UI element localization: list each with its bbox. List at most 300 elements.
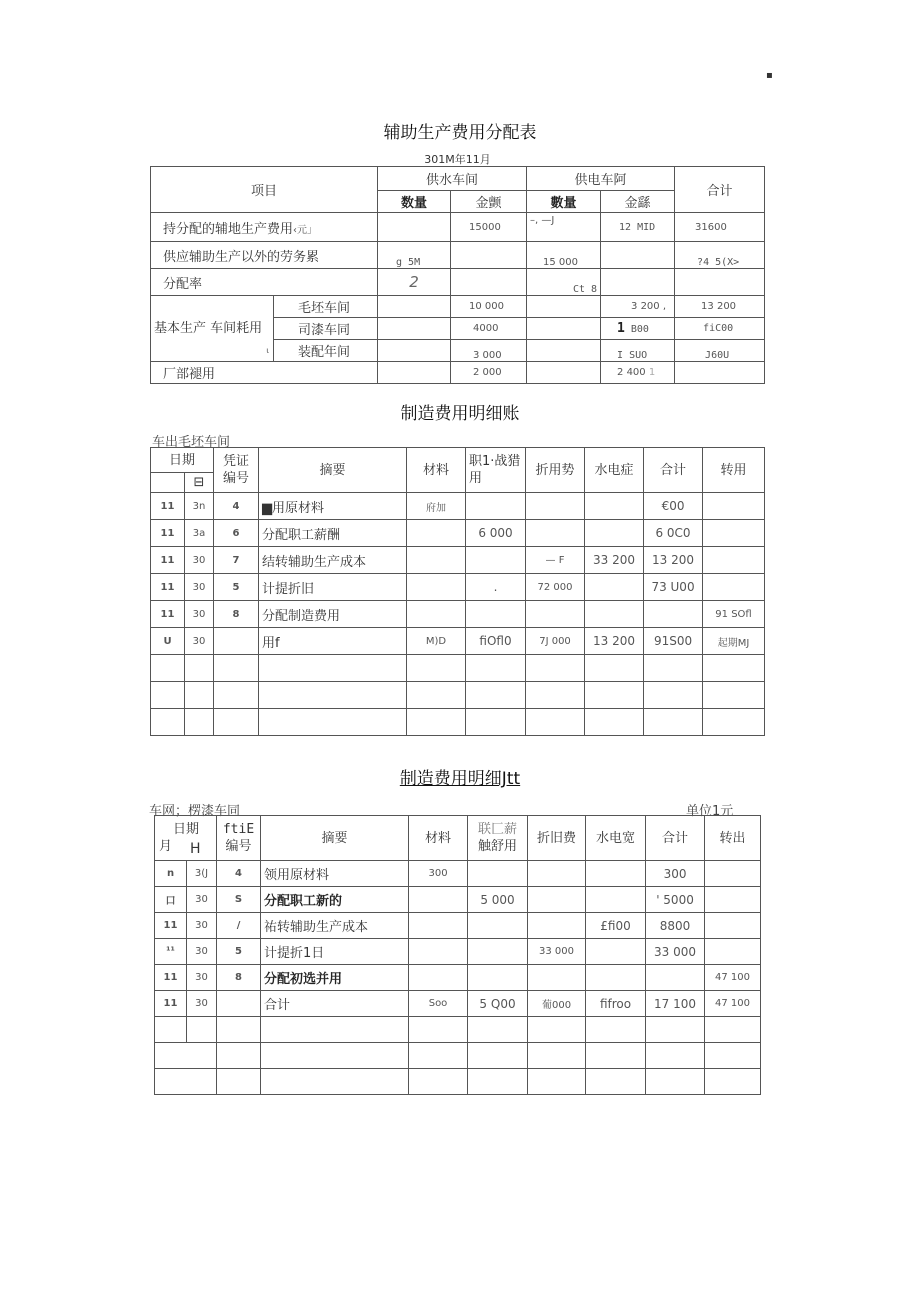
table-row xyxy=(151,547,765,574)
cell-depreciation xyxy=(528,965,586,991)
header-summary: 摘要 xyxy=(259,448,407,493)
cell-month: 口 xyxy=(155,887,187,913)
cell-utility xyxy=(585,493,644,520)
cell-summary: 结转辅助生产成本 xyxy=(259,547,407,574)
cell-summary: 用f xyxy=(259,628,407,655)
cell-month: U xyxy=(151,628,185,655)
cell-total: 33 000 xyxy=(646,939,705,965)
cell-month: 11 xyxy=(155,965,187,991)
cell-summary: 分配职工薪酬 xyxy=(259,520,407,547)
header-material: 材料 xyxy=(407,448,466,493)
cell-voucher: 5 xyxy=(214,574,259,601)
cell-utility: 13 200 xyxy=(585,628,644,655)
cell-day: 3n xyxy=(185,493,214,520)
header-month: 月 xyxy=(159,839,173,854)
corner-mark: ▪ xyxy=(766,70,773,81)
cell-summary: 计提折1日 xyxy=(261,939,409,965)
cell-total xyxy=(675,362,765,384)
table-row xyxy=(155,887,761,913)
cell-material xyxy=(407,547,466,574)
cell-salary: fiOfl0 xyxy=(466,628,526,655)
row-label: 司漆车同 xyxy=(274,318,378,340)
cell-voucher: 8 xyxy=(217,965,261,991)
table-row xyxy=(155,991,761,1017)
cell-material: M)D xyxy=(407,628,466,655)
cell-month: 11 xyxy=(151,547,185,574)
header-date xyxy=(155,816,217,861)
cell-total: fiC00 xyxy=(675,318,765,340)
amount-part: 1 xyxy=(648,367,656,378)
empty-cell xyxy=(586,1017,646,1043)
cell-material xyxy=(409,939,468,965)
header-depreciation: 折用势 xyxy=(526,448,585,493)
cell-utility xyxy=(586,939,646,965)
empty-cell xyxy=(217,1069,261,1095)
header-salary-top: 联匚薪 xyxy=(478,822,518,837)
cell-power-qty xyxy=(527,296,601,318)
empty-cell xyxy=(468,1017,528,1043)
cell-salary xyxy=(468,939,528,965)
cell-material xyxy=(407,574,466,601)
cell-total: 17 100 xyxy=(646,991,705,1017)
cell-day: 30 xyxy=(187,991,217,1017)
cell-transfer xyxy=(703,547,765,574)
table-row xyxy=(155,939,761,965)
empty-cell xyxy=(526,682,585,709)
empty-cell xyxy=(151,682,185,709)
cell-power-qty: Ct 8 xyxy=(527,269,601,296)
cell-transfer: 47 100 xyxy=(705,965,761,991)
cell-water-qty: g 5M xyxy=(378,242,451,269)
cell-depreciation: 葡000 xyxy=(528,991,586,1017)
row-label: 供应辅助生产以外的劳务累 xyxy=(151,242,378,269)
empty-cell xyxy=(585,682,644,709)
cell-transfer xyxy=(703,493,765,520)
empty-cell xyxy=(466,682,526,709)
empty-cell xyxy=(259,682,407,709)
cell-total xyxy=(646,965,705,991)
ledger-1-body xyxy=(151,493,765,736)
ledger-1-table xyxy=(150,447,765,736)
cell-month: 11 xyxy=(151,520,185,547)
row-label: 装配年间 xyxy=(274,340,378,362)
cell-month: 11 xyxy=(155,991,187,1017)
table-row xyxy=(151,628,765,655)
cell-total xyxy=(644,601,703,628)
header-total: 合计 xyxy=(675,167,765,213)
cell-power-qty xyxy=(527,318,601,340)
cell-depreciation xyxy=(526,493,585,520)
cell-summary: 分配职工新的 xyxy=(261,887,409,913)
cell-power-qty xyxy=(527,362,601,384)
header-voucher xyxy=(217,816,261,861)
empty-cell xyxy=(185,709,214,736)
cell-water-amount: 15000 xyxy=(451,213,527,242)
empty-cell xyxy=(217,1043,261,1069)
row-label: 毛坯车间 xyxy=(274,296,378,318)
cell-salary xyxy=(466,493,526,520)
cell-voucher xyxy=(214,628,259,655)
cell-total: €00 xyxy=(644,493,703,520)
empty-cell xyxy=(214,709,259,736)
header-date: 日期 xyxy=(151,448,214,473)
header-summary: 摘要 xyxy=(261,816,409,861)
header-total: 合计 xyxy=(644,448,703,493)
table-row xyxy=(151,601,765,628)
empty-cell xyxy=(214,682,259,709)
row-label: 厂部褪用 xyxy=(151,362,378,384)
header-power-workshop: 供电车阿 xyxy=(527,167,675,191)
allocation-table-title: 辅助生产费用分配表 xyxy=(383,123,537,143)
cell-total: 8800 xyxy=(646,913,705,939)
cell-depreciation: — F xyxy=(526,547,585,574)
ledger-2-unit: 单位1元 xyxy=(686,804,734,819)
cell-day: 30 xyxy=(185,547,214,574)
table-row xyxy=(151,269,765,296)
cell-power-amount xyxy=(601,318,675,340)
table-row xyxy=(155,861,761,887)
cell-transfer xyxy=(705,939,761,965)
empty-cell xyxy=(155,1043,217,1069)
amount-part: 2 400 xyxy=(617,367,646,378)
ledger-2-subtitle: 车网；楞漆车同 xyxy=(149,804,241,819)
cell-transfer: 91 SOfl xyxy=(703,601,765,628)
amount-part: 1 xyxy=(617,321,625,336)
cell-utility: fifroo xyxy=(586,991,646,1017)
header-material: 材料 xyxy=(409,816,468,861)
cell-depreciation xyxy=(528,861,586,887)
cell-summary: ▆用原材料 xyxy=(259,493,407,520)
cell-total: ?4 5(X> xyxy=(675,242,765,269)
cell-material xyxy=(407,520,466,547)
cell-depreciation: 7J 000 xyxy=(526,628,585,655)
cell-day: 30 xyxy=(187,913,217,939)
cell-material xyxy=(409,913,468,939)
header-water-amount: 金颤 xyxy=(451,191,527,213)
cell-total: 13 200 xyxy=(675,296,765,318)
cell-material: Soo xyxy=(409,991,468,1017)
empty-cell xyxy=(646,1017,705,1043)
header-salary xyxy=(468,816,528,861)
table-row xyxy=(151,213,765,242)
cell-summary: 祐转辅助生产成本 xyxy=(261,913,409,939)
cell-transfer xyxy=(703,520,765,547)
cell-total: 91S00 xyxy=(644,628,703,655)
row-label-text: 持分配的辅地生产费用 xyxy=(163,221,294,237)
empty-cell xyxy=(466,709,526,736)
header-date-label: 日期 xyxy=(173,822,200,837)
empty-cell xyxy=(217,1017,261,1043)
ledger-1-subtitle: 车出毛坯车间 xyxy=(152,435,231,450)
group-label xyxy=(151,296,274,362)
header-water-workshop: 供水车间 xyxy=(378,167,527,191)
header-salary: 职1·战猎用 xyxy=(466,448,526,493)
cell-voucher: S xyxy=(217,887,261,913)
cell-day: 30 xyxy=(187,939,217,965)
header-salary-bottom: 触舒用 xyxy=(478,839,518,854)
ledger-2-table xyxy=(154,815,761,1095)
empty-cell xyxy=(155,1017,187,1043)
empty-cell xyxy=(528,1069,586,1095)
header-voucher: 凭证编号 xyxy=(214,448,259,493)
ledger-2-body xyxy=(155,861,761,1095)
cell-transfer: 起期MJ xyxy=(703,628,765,655)
empty-row xyxy=(155,1069,761,1095)
cell-day: 30 xyxy=(185,628,214,655)
empty-cell xyxy=(705,1069,761,1095)
empty-cell xyxy=(409,1017,468,1043)
empty-cell xyxy=(703,655,765,682)
empty-cell xyxy=(526,655,585,682)
cell-power-amount: 3 200 , xyxy=(601,296,675,318)
cell-voucher: 7 xyxy=(214,547,259,574)
empty-cell xyxy=(151,655,185,682)
cell-material xyxy=(409,965,468,991)
cell-month: ¹¹ xyxy=(155,939,187,965)
cell-power-amount: 12 MID xyxy=(601,213,675,242)
cell-water-amount xyxy=(451,269,527,296)
cell-power-amount xyxy=(601,242,675,269)
cell-transfer xyxy=(703,574,765,601)
cell-water-amount xyxy=(451,242,527,269)
empty-cell xyxy=(185,682,214,709)
cell-salary: 5 Q00 xyxy=(468,991,528,1017)
table-row xyxy=(151,242,765,269)
cell-utility xyxy=(586,965,646,991)
empty-cell xyxy=(468,1043,528,1069)
cell-salary: 6 000 xyxy=(466,520,526,547)
cell-salary xyxy=(466,547,526,574)
empty-cell xyxy=(586,1069,646,1095)
cell-transfer xyxy=(705,887,761,913)
cell-depreciation xyxy=(528,887,586,913)
empty-cell xyxy=(703,682,765,709)
cell-water-qty xyxy=(378,296,451,318)
empty-cell xyxy=(407,682,466,709)
cell-total: ' 5000 xyxy=(646,887,705,913)
empty-cell xyxy=(259,655,407,682)
cell-day: 3a xyxy=(185,520,214,547)
empty-cell xyxy=(644,682,703,709)
empty-cell xyxy=(407,709,466,736)
table-row xyxy=(151,362,765,384)
cell-summary: 计提折旧 xyxy=(259,574,407,601)
row-unit: ‹元」 xyxy=(293,224,318,236)
cell-utility xyxy=(586,887,646,913)
table-row xyxy=(151,574,765,601)
header-utility: 水电症 xyxy=(585,448,644,493)
empty-row xyxy=(151,709,765,736)
group-label-text: 基本生产 车间耗用 xyxy=(154,321,263,336)
row-label xyxy=(151,213,378,242)
empty-cell xyxy=(705,1017,761,1043)
cell-depreciation: 33 000 xyxy=(528,939,586,965)
cell-transfer xyxy=(705,913,761,939)
header-depreciation: 折旧费 xyxy=(528,816,586,861)
allocation-table xyxy=(150,166,765,384)
cell-voucher xyxy=(217,991,261,1017)
cell-utility: £fi00 xyxy=(586,913,646,939)
cell-total: 13 200 xyxy=(644,547,703,574)
cell-utility xyxy=(585,574,644,601)
empty-cell xyxy=(155,1069,217,1095)
cell-water-amount: 10 000 xyxy=(451,296,527,318)
cell-day: 30 xyxy=(187,887,217,913)
cell-depreciation xyxy=(526,601,585,628)
cell-material: 府加 xyxy=(407,493,466,520)
cell-voucher: 4 xyxy=(217,861,261,887)
empty-cell xyxy=(185,655,214,682)
empty-cell xyxy=(409,1043,468,1069)
cell-power-amount xyxy=(601,362,675,384)
cell-total xyxy=(675,269,765,296)
empty-cell xyxy=(259,709,407,736)
cell-salary xyxy=(468,913,528,939)
table-row xyxy=(151,493,765,520)
empty-row xyxy=(151,655,765,682)
allocation-table-date: 301M年11月 xyxy=(424,153,491,166)
empty-cell xyxy=(407,655,466,682)
cell-voucher: 5 xyxy=(217,939,261,965)
cell-salary: . xyxy=(466,574,526,601)
empty-cell xyxy=(526,709,585,736)
empty-cell xyxy=(261,1017,409,1043)
empty-cell xyxy=(644,709,703,736)
cell-depreciation: 72 000 xyxy=(526,574,585,601)
empty-cell xyxy=(466,655,526,682)
empty-cell xyxy=(468,1069,528,1095)
empty-cell xyxy=(586,1043,646,1069)
cell-utility xyxy=(586,861,646,887)
cell-material: 300 xyxy=(409,861,468,887)
cell-month: 11 xyxy=(155,913,187,939)
amount-part: B00 xyxy=(630,324,649,335)
empty-cell xyxy=(261,1069,409,1095)
header-utility: 水电宽 xyxy=(586,816,646,861)
header-day: ⊟ xyxy=(185,473,214,493)
cell-salary xyxy=(468,861,528,887)
cell-water-qty xyxy=(378,213,451,242)
header-transfer: 转用 xyxy=(703,448,765,493)
cell-month: 11 xyxy=(151,493,185,520)
cell-total: 6 0C0 xyxy=(644,520,703,547)
header-day: H xyxy=(190,841,201,857)
empty-cell xyxy=(585,709,644,736)
cell-day: 30 xyxy=(187,965,217,991)
cell-water-qty: 2 xyxy=(378,269,451,296)
cell-month: n xyxy=(155,861,187,887)
header-total: 合计 xyxy=(646,816,705,861)
table-row xyxy=(155,965,761,991)
table-row xyxy=(151,296,765,318)
cell-water-qty xyxy=(378,318,451,340)
empty-cell xyxy=(528,1043,586,1069)
cell-material xyxy=(407,601,466,628)
empty-cell xyxy=(151,709,185,736)
empty-cell xyxy=(705,1043,761,1069)
cell-water-qty xyxy=(378,362,451,384)
cell-month: 11 xyxy=(151,574,185,601)
header-month xyxy=(151,473,185,493)
cell-transfer: 47 100 xyxy=(705,991,761,1017)
header-voucher-bottom: 编号 xyxy=(225,839,252,854)
cell-water-qty xyxy=(378,340,451,362)
cell-summary: 合计 xyxy=(261,991,409,1017)
cell-depreciation xyxy=(528,913,586,939)
cell-power-qty: 15 000 xyxy=(527,242,601,269)
empty-cell xyxy=(703,709,765,736)
cell-summary: 领用原材料 xyxy=(261,861,409,887)
cell-voucher: / xyxy=(217,913,261,939)
header-power-qty: 數量 xyxy=(527,191,601,213)
ledger-2-title: 制造费用明细Jtt xyxy=(399,769,521,789)
cell-water-amount: 4000 xyxy=(451,318,527,340)
cell-water-amount: 3 000 xyxy=(451,340,527,362)
empty-row xyxy=(155,1043,761,1069)
cell-water-amount: 2 000 xyxy=(451,362,527,384)
cell-material xyxy=(409,887,468,913)
cell-power-qty: –, —J xyxy=(527,213,601,242)
cell-summary: 分配初选并用 xyxy=(261,965,409,991)
empty-row xyxy=(151,682,765,709)
header-water-qty: 数量 xyxy=(378,191,451,213)
cell-day: 30 xyxy=(185,574,214,601)
cell-power-amount: I SUO xyxy=(601,340,675,362)
cell-day: 3(J xyxy=(187,861,217,887)
empty-row xyxy=(155,1017,761,1043)
empty-cell xyxy=(646,1069,705,1095)
row-label: 分配率 xyxy=(151,269,378,296)
empty-cell xyxy=(646,1043,705,1069)
cell-utility xyxy=(585,520,644,547)
header-power-amount: 金繇 xyxy=(601,191,675,213)
cell-total: 73 U00 xyxy=(644,574,703,601)
cell-power-qty xyxy=(527,340,601,362)
empty-cell xyxy=(261,1043,409,1069)
cell-total: J60U xyxy=(675,340,765,362)
header-transfer: 转出 xyxy=(705,816,761,861)
cell-power-amount xyxy=(601,269,675,296)
cell-salary: 5 000 xyxy=(468,887,528,913)
empty-cell xyxy=(214,655,259,682)
cell-voucher: 6 xyxy=(214,520,259,547)
empty-cell xyxy=(528,1017,586,1043)
cell-day: 30 xyxy=(185,601,214,628)
empty-cell xyxy=(644,655,703,682)
table-row xyxy=(151,520,765,547)
cell-summary: 分配制造费用 xyxy=(259,601,407,628)
cell-salary xyxy=(466,601,526,628)
header-item: 项目 xyxy=(151,167,378,213)
cell-utility xyxy=(585,601,644,628)
header-date-sub xyxy=(159,838,213,855)
group-mark: ι xyxy=(266,346,269,355)
cell-salary xyxy=(468,965,528,991)
cell-depreciation xyxy=(526,520,585,547)
empty-cell xyxy=(187,1017,217,1043)
cell-month: 11 xyxy=(151,601,185,628)
empty-cell xyxy=(409,1069,468,1095)
cell-voucher: 4 xyxy=(214,493,259,520)
cell-utility: 33 200 xyxy=(585,547,644,574)
cell-total: 300 xyxy=(646,861,705,887)
header-voucher-top: ftiE xyxy=(222,822,255,837)
table-row xyxy=(155,913,761,939)
cell-total: 31600 xyxy=(675,213,765,242)
ledger-1-title: 制造费用明细账 xyxy=(400,404,520,424)
empty-cell xyxy=(585,655,644,682)
cell-transfer xyxy=(705,861,761,887)
